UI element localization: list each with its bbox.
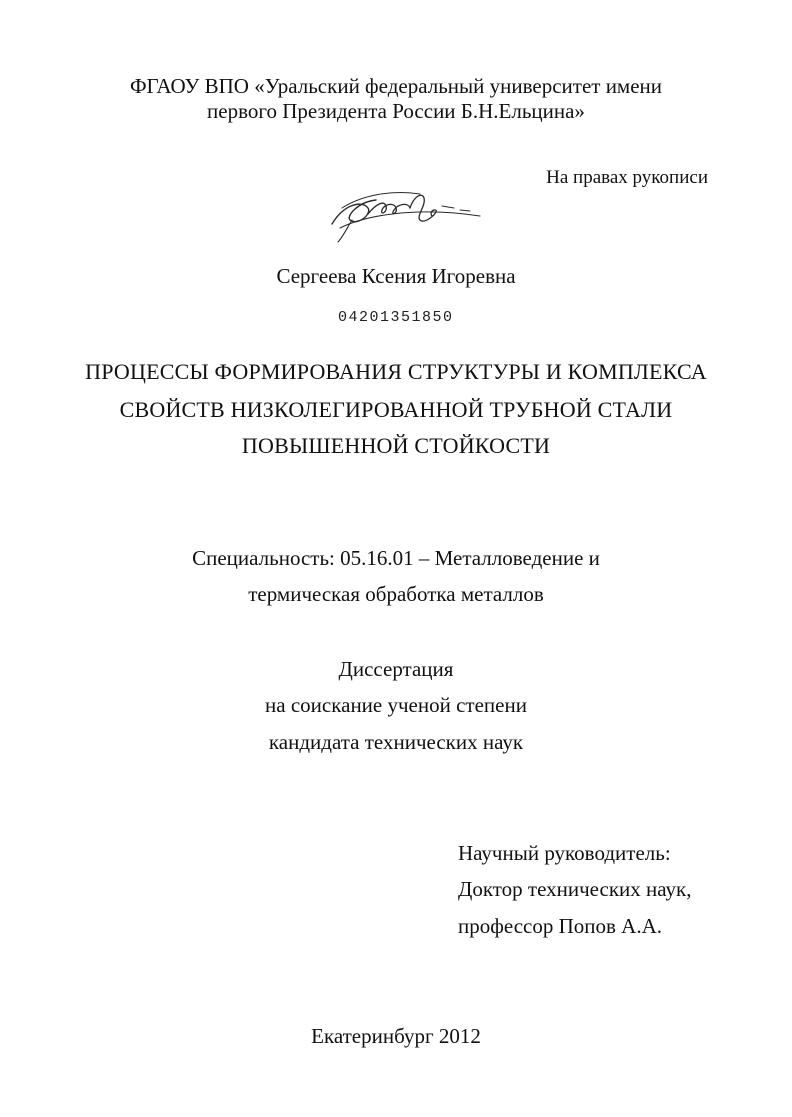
institution-line-2: первого Президента России Б.Н.Ельцина»	[207, 99, 585, 123]
title-line-1: ПРОЦЕССЫ ФОРМИРОВАНИЯ СТРУКТУРЫ И КОМПЛЕКСА	[85, 359, 707, 384]
author-name: Сергеева Ксения Игоревна	[276, 264, 516, 288]
degree-purpose-line: на соискание ученой степени	[265, 693, 527, 717]
manuscript-note: На правах рукописи	[546, 167, 708, 188]
specialty-line-1: Специальность: 05.16.01 – Металловедение и	[192, 546, 600, 570]
title-line-3: ПОВЫШЕННОЙ СТОЙКОСТИ	[241, 433, 551, 458]
supervisor-name: профессор Попов А.А.	[458, 914, 662, 938]
institution-line-1: ФГАОУ ВПО «Уральский федеральный университет имени	[129, 74, 663, 98]
supervisor-degree: Доктор технических наук,	[458, 877, 692, 901]
author-signature	[324, 186, 484, 244]
dissertation-label: Диссертация	[338, 657, 454, 681]
supervisor-label: Научный руководитель:	[458, 841, 671, 865]
specialty-line-2: термическая обработка металлов	[248, 582, 544, 606]
title-line-2: СВОЙСТВ НИЗКОЛЕГИРОВАННОЙ ТРУБНОЙ СТАЛИ	[119, 397, 673, 422]
degree-name-line: кандидата технических наук	[268, 730, 524, 754]
registration-number: 04201351850	[338, 309, 454, 326]
city-year: Екатеринбург 2012	[311, 1024, 481, 1048]
